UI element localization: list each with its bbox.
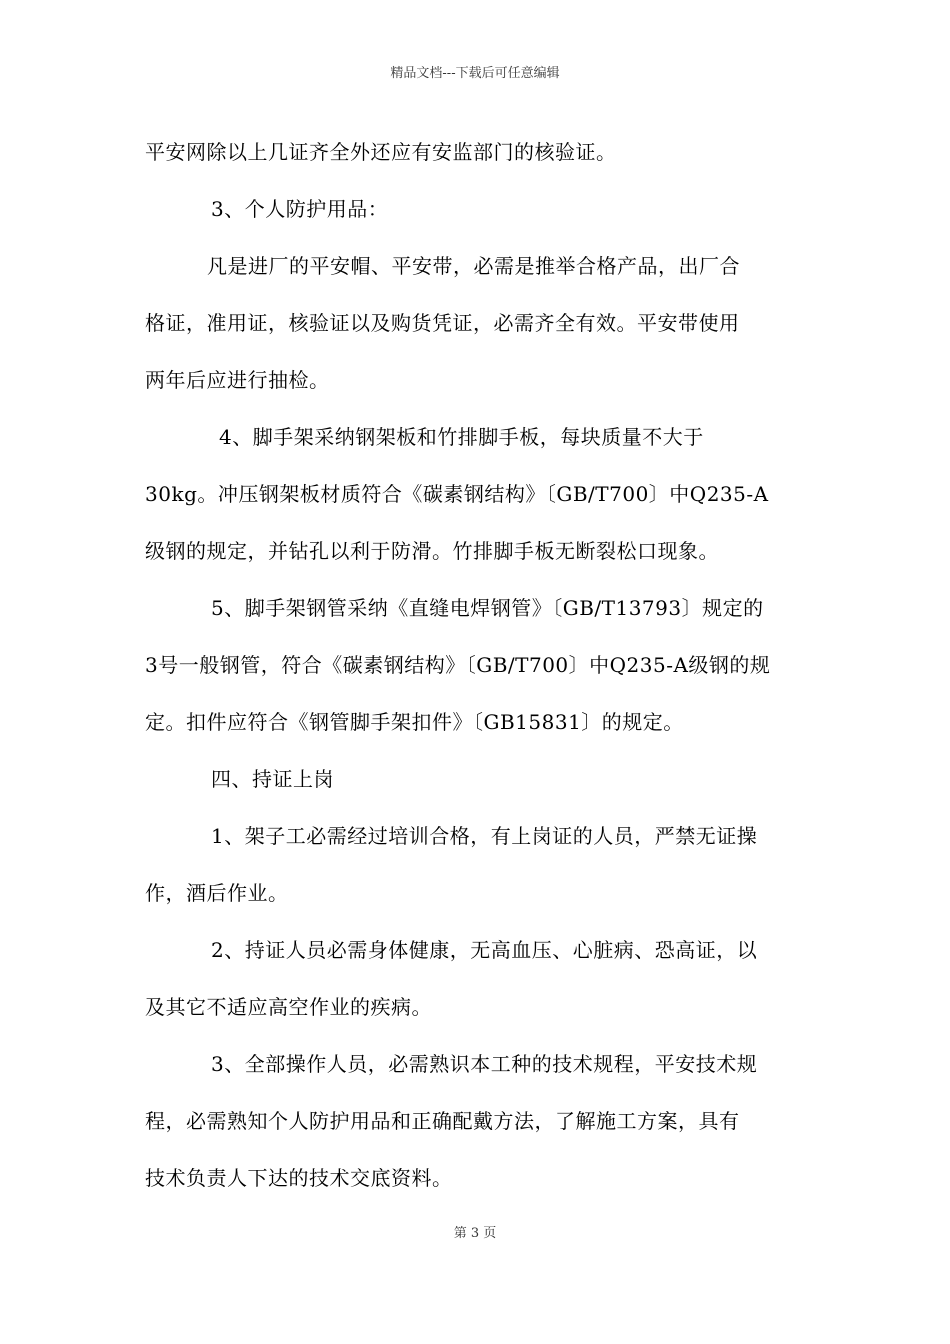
text-line-2: 3、个人防护用品：	[211, 197, 389, 221]
text-line-4: 格证，准用证，核验证以及购货凭证，必需齐全有效。平安带使用	[145, 311, 740, 335]
text-line-15: 2、持证人员必需身体健康，无高血压、心脏病、恐高证，以	[211, 938, 758, 962]
text-line-18: 程，必需熟知个人防护用品和正确配戴方法，了解施工方案，具有	[145, 1109, 740, 1133]
document-body	[145, 130, 810, 1213]
text-line-12: 四、持证上岗	[211, 767, 334, 791]
text-line-10: 3号一般钢管，符合《碳素钢结构》〔GB/T700〕中Q235-A级钢的规	[145, 653, 771, 677]
text-line-5: 两年后应进行抽检。	[145, 368, 330, 392]
text-line-9: 5、脚手架钢管采纳《直缝电焊钢管》〔GB/T13793〕规定的	[211, 596, 764, 620]
text-line-8: 级钢的规定，并钻孔以利于防滑。竹排脚手板无断裂松口现象。	[145, 539, 719, 563]
text-line-3: 凡是进厂的平安帽、平安带，必需是推举合格产品，出厂合	[207, 254, 740, 278]
text-line-11: 定。扣件应符合《钢管脚手架扣件》〔GB15831〕的规定。	[145, 710, 684, 734]
text-line-17: 3、全部操作人员，必需熟识本工种的技术规程，平安技术规	[211, 1052, 758, 1076]
text-line-1: 平安网除以上几证齐全外还应有安监部门的核验证。	[145, 140, 617, 164]
text-line-16: 及其它不适应高空作业的疾病。	[145, 995, 432, 1019]
page-header: 精品文档---下载后可任意编辑	[390, 66, 560, 81]
text-line-6: 4、脚手架采纳钢架板和竹排脚手板，每块质量不大于	[219, 425, 704, 449]
text-line-7: 30kg。冲压钢架板材质符合《碳素钢结构》〔GB/T700〕中Q235-A	[145, 482, 769, 506]
text-line-13: 1、架子工必需经过培训合格，有上岗证的人员，严禁无证操	[211, 824, 758, 848]
text-line-19: 技术负责人下达的技术交底资料。	[145, 1166, 453, 1190]
page-number: 第 3 页	[453, 1226, 497, 1241]
text-line-14: 作，酒后作业。	[145, 881, 289, 905]
